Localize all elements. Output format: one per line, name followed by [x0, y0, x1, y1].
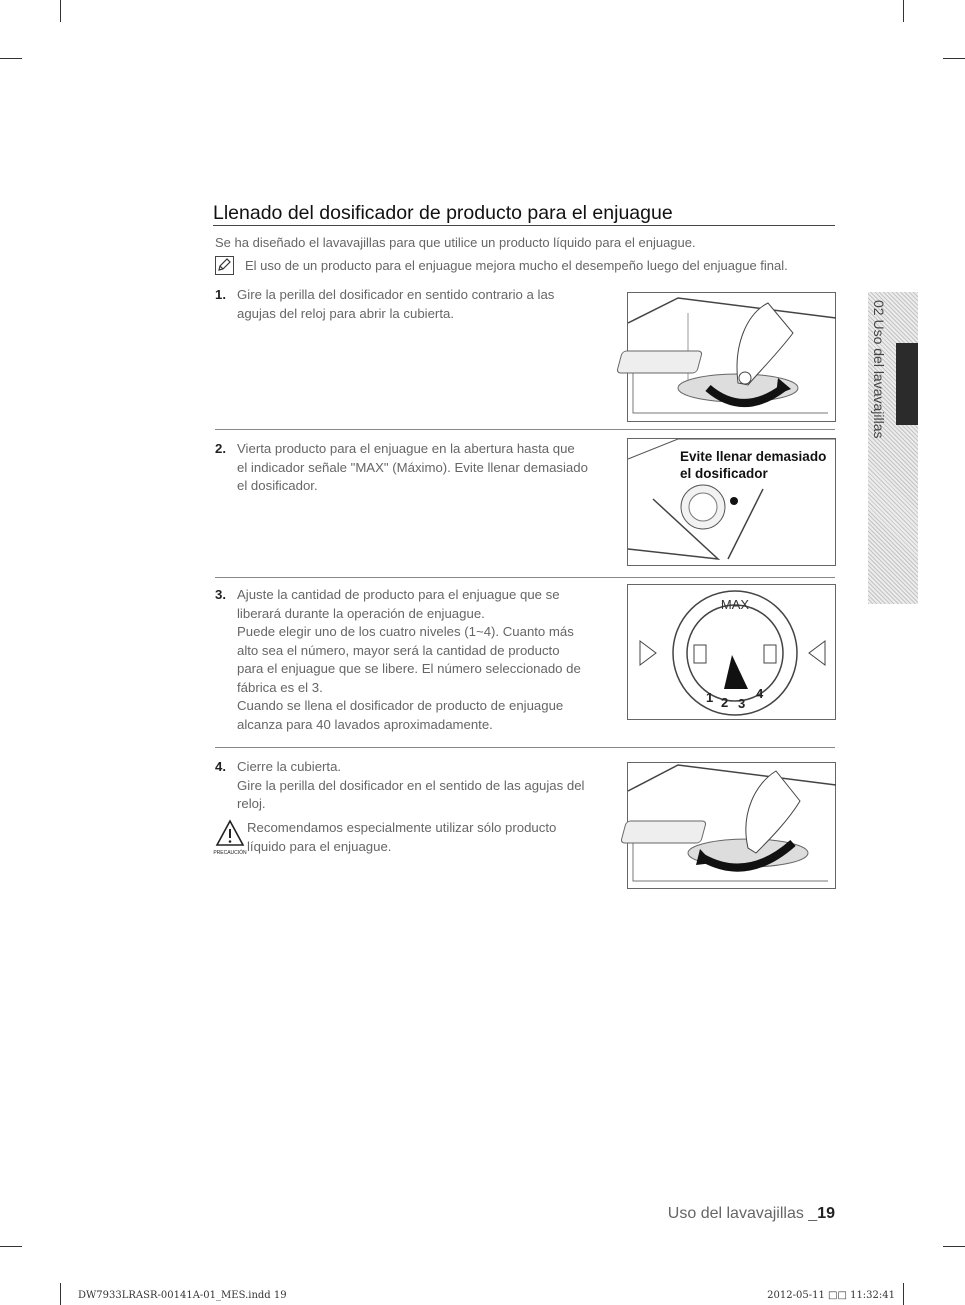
dial-level-label: 4 [756, 686, 764, 701]
figure-open-cover [627, 292, 836, 422]
step-text: liberará durante la operación de enjuague. [237, 605, 485, 621]
caution-line: Recomendamos especialmente utilizar sólo producto [247, 820, 557, 835]
step-number: 1. [215, 287, 226, 302]
warning-line: Evite llenar demasiado [680, 449, 827, 464]
dial-level-label: 2 [721, 695, 729, 710]
step-2 [215, 440, 620, 496]
figure-close-cover [627, 762, 836, 889]
step-text: alto sea el número, mayor será la cantidad de producto [237, 642, 560, 658]
step-text: fábrica es el 3. [237, 679, 323, 695]
step-text: Ajuste la cantidad de producto para el enjuague que se [237, 587, 560, 602]
page-title: Llenado del dosificador de producto para el enjuague [213, 202, 835, 226]
intro-text: Se ha diseñado el lavavajillas para que utilice un producto líquido para el enjuague. [215, 235, 696, 250]
figure-fill-dispenser [627, 438, 836, 566]
footer-section [668, 1205, 835, 1223]
step-text: el dosificador. [237, 478, 318, 493]
step-text: el indicador señale "MAX" (Máximo). Evite llenar demasiado [237, 459, 588, 475]
step-4 [215, 758, 620, 814]
step-text: Gire la perilla del dosificador en el sentido de las agujas del [237, 777, 585, 793]
crop-mark [0, 58, 22, 59]
step-text: alcanza para 40 lavados aproximadamente. [237, 716, 493, 732]
step-text: Vierta producto para el enjuague en la abertura hasta que [237, 441, 575, 456]
figure-level-dial [627, 584, 836, 720]
step-number: 4. [215, 759, 226, 774]
page-number: 19 [817, 1205, 835, 1222]
overfill-warning-label [680, 448, 826, 482]
dial-max-label: MAX [720, 597, 750, 612]
step-text: reloj. [237, 796, 266, 811]
step-3 [215, 586, 620, 734]
warning-line: el dosificador [680, 466, 768, 481]
section-marker [896, 343, 918, 425]
step-text: para el enjuague que se libere. El número seleccionado de [237, 661, 581, 676]
step-1 [215, 286, 620, 323]
crop-mark [60, 0, 61, 22]
step-number: 3. [215, 587, 226, 602]
print-timestamp: 2012-05-11 □□ 11:32:41 [767, 1290, 895, 1301]
pencil-note-icon [215, 256, 234, 275]
footer-section-label: Uso del lavavajillas _ [667, 1205, 818, 1222]
step-text: Cuando se llena el dosificador de producto de enjuague [237, 698, 564, 713]
crop-mark [943, 1246, 965, 1247]
step-text: agujas del reloj para abrir la cubierta. [237, 305, 454, 321]
separator [215, 747, 835, 748]
step-number: 2. [215, 441, 226, 456]
step-text: Puede elegir uno de los cuatro niveles (1~4). Cuanto más [237, 624, 574, 639]
note-text: El uso de un producto para el enjuague mejora mucho el desempeño luego del enjuague final. [245, 258, 788, 273]
crop-mark [60, 1283, 61, 1305]
step-text: Cierre la cubierta. [237, 759, 342, 774]
crop-mark [943, 58, 965, 59]
caution-icon [215, 819, 245, 857]
side-tab-label: 02 Uso del lavavajillas [871, 300, 887, 439]
print-file-info: DW7933LRASR-00141A-01_MES.indd 19 [78, 1290, 287, 1301]
separator [215, 577, 835, 578]
separator [215, 429, 835, 430]
caution-icon-label: PRECAUCIÓN [213, 850, 247, 856]
dial-level-label: 1 [706, 690, 714, 705]
step-text: Gire la perilla del dosificador en sentido contrario a las [237, 287, 555, 302]
crop-mark [903, 1283, 904, 1305]
crop-mark [903, 0, 904, 22]
crop-mark [0, 1246, 22, 1247]
caution-text [247, 819, 556, 856]
dial-level-label: 3 [738, 696, 746, 711]
caution-line: líquido para el enjuague. [247, 838, 392, 854]
